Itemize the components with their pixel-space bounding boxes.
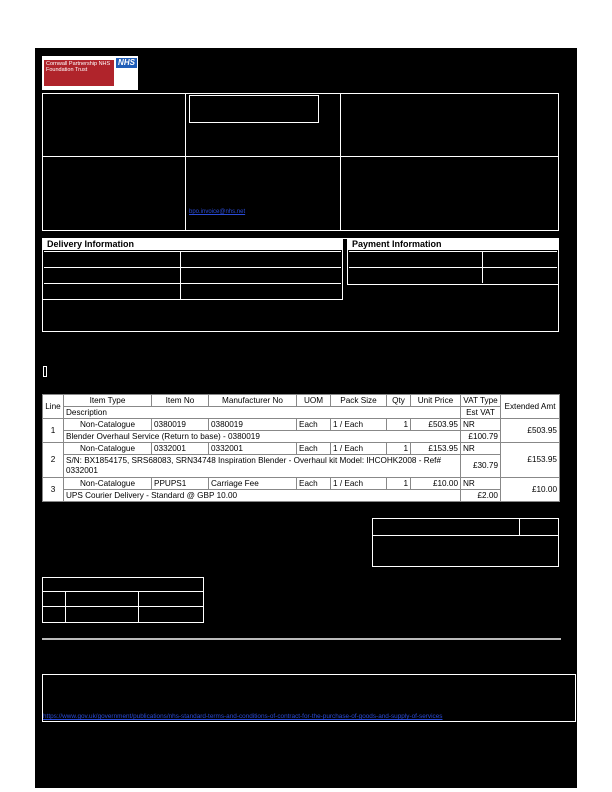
header-unit-price: Unit Price	[411, 395, 461, 407]
table-row	[43, 419, 560, 431]
item-no: 0380019	[152, 419, 209, 431]
extended-amt: £503.95	[501, 419, 560, 443]
est-vat: £100.79	[461, 431, 501, 443]
manufacturer-no: Carriage Fee	[209, 478, 297, 490]
pack-size: 1 / Each	[331, 478, 387, 490]
header-item-type: Item Type	[64, 395, 152, 407]
line-number: 3	[43, 478, 64, 502]
item-description: UPS Courier Delivery - Standard @ GBP 10.00	[64, 490, 461, 502]
header-line: Line	[43, 395, 64, 419]
section-divider	[42, 638, 561, 640]
uom: Each	[297, 419, 331, 431]
header-pack-size: Pack Size	[331, 395, 387, 407]
extended-amt: £10.00	[501, 478, 560, 502]
qty: 1	[387, 419, 411, 431]
line-number: 1	[43, 419, 64, 443]
item-type: Non-Catalogue	[64, 478, 152, 490]
trust-logo	[42, 56, 138, 90]
item-no: 0332001	[152, 443, 209, 455]
totals-box	[372, 518, 559, 567]
order-lines-marker	[43, 366, 47, 377]
qty: 1	[387, 443, 411, 455]
extended-amt: £153.95	[501, 443, 560, 478]
info-outer-frame	[42, 238, 559, 332]
manufacturer-no: 0380019	[209, 419, 297, 431]
payment-info-title: Payment Information	[348, 239, 558, 250]
header-vat-type: VAT Type	[461, 395, 501, 407]
header-manufacturer-no: Manufacturer No	[209, 395, 297, 407]
uom: Each	[297, 443, 331, 455]
item-description: S/N: BX1854175, SRS68083, SRN34748 Inspiration Blender - Overhaul kit Model: IHCOHK2008 - Ref# 0332001	[64, 455, 461, 478]
item-type: Non-Catalogue	[64, 419, 152, 431]
summary-table	[42, 577, 204, 623]
header-qty: Qty	[387, 395, 411, 407]
trust-logo-text: Cornwall Partnership NHS Foundation Trust	[44, 60, 114, 86]
pack-size: 1 / Each	[331, 443, 387, 455]
order-lines-table	[42, 394, 560, 502]
nhs-badge: NHS	[116, 58, 137, 68]
line-number: 2	[43, 443, 64, 478]
table-row	[43, 443, 560, 455]
pack-size: 1 / Each	[331, 419, 387, 431]
header-est-vat: Est VAT	[461, 407, 501, 419]
item-description: Blender Overhaul Service (Return to base) - 0380019	[64, 431, 461, 443]
header-item-no: Item No	[152, 395, 209, 407]
vat-type: NR	[461, 478, 501, 490]
header-uom: UOM	[297, 395, 331, 407]
delivery-info-title: Delivery Information	[43, 239, 342, 250]
unit-price: £153.95	[411, 443, 461, 455]
unit-price: £503.95	[411, 419, 461, 431]
vat-type: NR	[461, 443, 501, 455]
table-row	[43, 478, 560, 490]
order-number-box	[189, 95, 319, 123]
terms-and-conditions-link[interactable]: https://www.gov.uk/government/publications/nhs-standard-terms-and-conditions-of-contract-for-the-purchase-of-goods-and-supply-of-services	[43, 713, 443, 720]
manufacturer-no: 0332001	[209, 443, 297, 455]
unit-price: £10.00	[411, 478, 461, 490]
est-vat: £2.00	[461, 490, 501, 502]
est-vat: £30.79	[461, 455, 501, 478]
item-type: Non-Catalogue	[64, 443, 152, 455]
vat-type: NR	[461, 419, 501, 431]
item-no: PPUPS1	[152, 478, 209, 490]
header-extended-amt: Extended Amt	[501, 395, 560, 419]
uom: Each	[297, 478, 331, 490]
contact-email-link[interactable]: bpo.invoice@nhs.net	[189, 209, 246, 215]
header-description: Description	[64, 407, 461, 419]
qty: 1	[387, 478, 411, 490]
